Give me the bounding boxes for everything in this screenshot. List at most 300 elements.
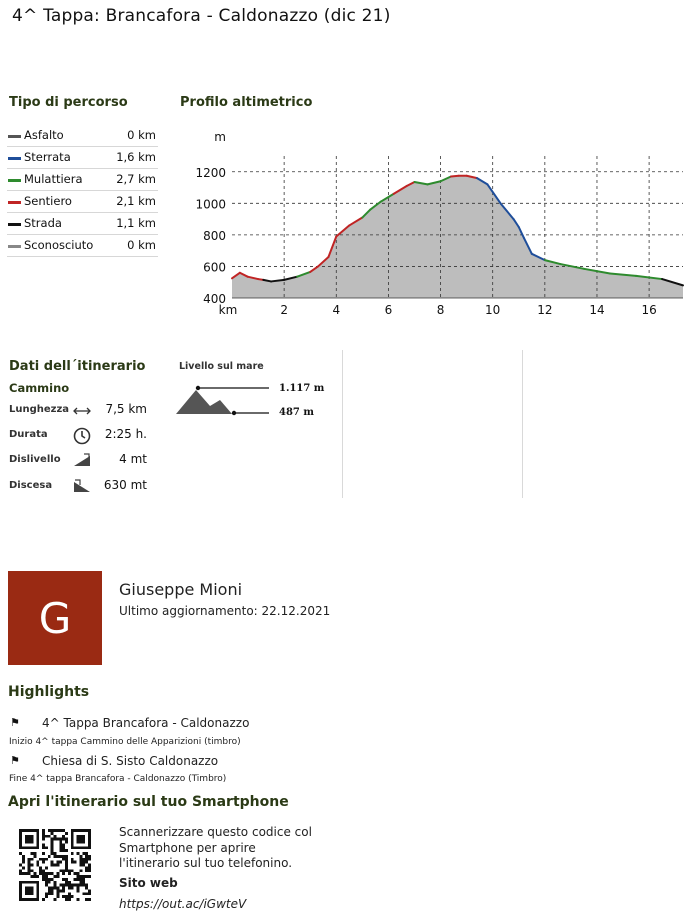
qr-module (51, 838, 54, 841)
qr-module (85, 855, 88, 858)
qr-module (62, 829, 65, 832)
qr-module (56, 875, 59, 878)
qr-module (77, 878, 80, 881)
qr-module (33, 881, 36, 884)
x-axis-unit: km (218, 303, 238, 317)
qr-module (71, 852, 74, 855)
qr-module (59, 869, 62, 872)
qr-module (36, 829, 39, 832)
qr-module (19, 898, 22, 901)
x-tick-label: 10 (485, 303, 501, 317)
qr-module (31, 835, 34, 838)
qr-module (62, 835, 65, 838)
qr-module (19, 841, 22, 844)
qr-module (68, 872, 71, 875)
qr-module (45, 892, 48, 895)
surface-label: Sconosciuto (24, 238, 94, 252)
qr-code[interactable] (19, 829, 91, 901)
qr-module (31, 846, 34, 849)
surface-label: Sentiero (24, 194, 72, 208)
qr-module (59, 838, 62, 841)
qr-module (54, 852, 57, 855)
qr-module (85, 858, 88, 861)
qr-module (19, 881, 22, 884)
x-tick-label: 2 (280, 303, 288, 317)
qr-module (48, 872, 51, 875)
smartphone-heading: Apri l'itinerario sul tuo Smartphone (8, 794, 289, 810)
qr-module (31, 889, 34, 892)
surface-value: 1,6 km (116, 150, 156, 164)
x-tick-label: 8 (436, 303, 445, 317)
qr-module (42, 869, 45, 872)
clock-icon (72, 425, 92, 445)
qr-module (82, 858, 85, 861)
qr-module (62, 843, 65, 846)
qr-module (62, 887, 65, 890)
highlight-subtitle: Fine 4^ tappa Brancafora - Caldonazzo (Timbro) (9, 774, 227, 784)
qr-module (82, 835, 85, 838)
qr-module (42, 832, 45, 835)
qr-module (48, 892, 51, 895)
qr-module (88, 843, 91, 846)
qr-module (88, 838, 91, 841)
flag-icon: ⚑ (10, 716, 20, 729)
qr-module (36, 884, 39, 887)
qr-module (39, 869, 42, 872)
qr-module (22, 898, 25, 901)
qr-module (25, 829, 28, 832)
x-tick-label: 6 (384, 303, 393, 317)
qr-module (22, 866, 25, 869)
qr-module (79, 878, 82, 881)
stat-ascent (9, 448, 159, 472)
qr-module (56, 872, 59, 875)
qr-module (22, 855, 25, 858)
descent-icon (72, 476, 92, 496)
qr-module (88, 841, 91, 844)
qr-module (82, 861, 85, 864)
qr-module (31, 864, 34, 867)
qr-module (36, 892, 39, 895)
qr-module (31, 841, 34, 844)
qr-module (68, 892, 71, 895)
qr-module (79, 835, 82, 838)
qr-module (25, 898, 28, 901)
stat-value: 7,5 km (105, 402, 147, 416)
qr-module (65, 869, 68, 872)
qr-module (56, 892, 59, 895)
qr-module (85, 892, 88, 895)
qr-module (25, 846, 28, 849)
qr-module (19, 895, 22, 898)
qr-module (71, 846, 74, 849)
qr-module (85, 898, 88, 901)
qr-module (71, 835, 74, 838)
qr-module (77, 887, 80, 890)
qr-module (59, 861, 62, 864)
qr-module (82, 864, 85, 867)
qr-module (65, 895, 68, 898)
qr-module (28, 866, 31, 869)
qr-module (88, 855, 91, 858)
qr-module (45, 875, 48, 878)
qr-module (62, 855, 65, 858)
stat-key: Dislivello (9, 454, 61, 465)
y-axis-unit: m (214, 130, 226, 144)
qr-module (19, 832, 22, 835)
qr-module (28, 838, 31, 841)
qr-module (62, 884, 65, 887)
qr-module (28, 861, 31, 864)
itinerary-heading: Dati dell´itinerario (9, 359, 146, 374)
qr-module (71, 884, 74, 887)
qr-module (59, 889, 62, 892)
qr-module (88, 869, 91, 872)
qr-module (82, 841, 85, 844)
x-tick-label: 12 (537, 303, 553, 317)
qr-module (82, 878, 85, 881)
qr-module (48, 881, 51, 884)
qr-module (36, 843, 39, 846)
qr-module (82, 875, 85, 878)
qr-module (36, 861, 39, 864)
qr-module (71, 832, 74, 835)
qr-module (25, 881, 28, 884)
qr-module (65, 881, 68, 884)
qr-module (31, 869, 34, 872)
qr-module (36, 835, 39, 838)
qr-module (28, 898, 31, 901)
qr-module (25, 887, 28, 890)
qr-module (31, 887, 34, 890)
qr-module (77, 838, 80, 841)
qr-module (59, 849, 62, 852)
qr-module (56, 895, 59, 898)
qr-module (28, 841, 31, 844)
qr-module (79, 869, 82, 872)
qr-module (48, 855, 51, 858)
qr-module (36, 864, 39, 867)
qr-module (68, 895, 71, 898)
qr-module (77, 852, 80, 855)
qr-module (77, 898, 80, 901)
qr-module (54, 887, 57, 890)
column-divider (522, 350, 523, 498)
qr-module (33, 846, 36, 849)
itinerary-subtitle: Cammino (9, 381, 70, 395)
qr-module (45, 866, 48, 869)
qr-module (71, 869, 74, 872)
highlights-heading: Highlights (8, 684, 90, 700)
qr-module (65, 832, 68, 835)
qr-module (56, 829, 59, 832)
y-tick-label: 1000 (195, 197, 226, 212)
qr-module (42, 858, 45, 861)
qr-module (59, 829, 62, 832)
surface-label: Strada (24, 216, 62, 230)
qr-module (51, 889, 54, 892)
qr-module (48, 878, 51, 881)
stat-key: Lunghezza (9, 404, 70, 415)
qr-module (68, 884, 71, 887)
surface-value: 2,1 km (116, 194, 156, 208)
stat-value: 630 mt (103, 478, 147, 492)
qr-module (54, 855, 57, 858)
qr-module (45, 835, 48, 838)
qr-module (33, 898, 36, 901)
qr-module (88, 835, 91, 838)
altitude-max: 1.117 m (279, 383, 325, 394)
profile-heading: Profilo altimetrico (180, 95, 313, 110)
avatar: G (8, 571, 102, 665)
qr-module (36, 832, 39, 835)
stat-key: Discesa (9, 480, 53, 491)
qr-module (85, 884, 88, 887)
qr-module (36, 841, 39, 844)
qr-module (19, 892, 22, 895)
qr-module (45, 878, 48, 881)
surface-label: Mulattiera (24, 172, 83, 186)
qr-module (79, 884, 82, 887)
qr-module (51, 846, 54, 849)
qr-module (42, 872, 45, 875)
qr-module (88, 892, 91, 895)
qr-module (59, 884, 62, 887)
qr-module (85, 852, 88, 855)
qr-module (54, 838, 57, 841)
qr-module (79, 875, 82, 878)
qr-module (31, 858, 34, 861)
qr-module (65, 884, 68, 887)
length-arrows-icon (72, 400, 92, 420)
qr-module (42, 843, 45, 846)
qr-module (25, 872, 28, 875)
qr-module (33, 872, 36, 875)
qr-module (88, 889, 91, 892)
qr-module (31, 829, 34, 832)
altitude-diagram-icon (174, 378, 284, 423)
qr-module (85, 861, 88, 864)
qr-module (77, 889, 80, 892)
qr-module (51, 843, 54, 846)
qr-module (79, 841, 82, 844)
qr-module (28, 881, 31, 884)
altitude-heading: Livello sul mare (179, 361, 264, 372)
qr-module (42, 878, 45, 881)
qr-module (71, 861, 74, 864)
qr-module (54, 864, 57, 867)
qr-module (82, 892, 85, 895)
qr-module (22, 861, 25, 864)
qr-module (85, 829, 88, 832)
qr-module (36, 898, 39, 901)
website-link[interactable]: https://out.ac/iGwteV (119, 897, 247, 911)
qr-module (36, 838, 39, 841)
qr-module (39, 866, 42, 869)
qr-module (65, 898, 68, 901)
qr-module (54, 835, 57, 838)
qr-module (68, 869, 71, 872)
qr-module (82, 846, 85, 849)
qr-module (51, 849, 54, 852)
qr-module (77, 841, 80, 844)
qr-module (82, 881, 85, 884)
highlight-title[interactable]: Chiesa di S. Sisto Caldonazzo (42, 754, 219, 768)
qr-module (71, 895, 74, 898)
altitude-min: 487 m (279, 407, 314, 418)
qr-module (79, 881, 82, 884)
qr-module (45, 872, 48, 875)
qr-module (62, 838, 65, 841)
x-tick-label: 14 (589, 303, 605, 317)
qr-module (36, 887, 39, 890)
qr-module (51, 832, 54, 835)
qr-module (25, 838, 28, 841)
qr-module (56, 855, 59, 858)
stat-duration (9, 423, 159, 447)
website-label: Sito web (119, 876, 178, 890)
qr-module (36, 881, 39, 884)
qr-module (74, 861, 77, 864)
qr-module (33, 855, 36, 858)
y-tick-label: 400 (203, 292, 226, 306)
qr-module (79, 846, 82, 849)
qr-module (59, 843, 62, 846)
qr-module (79, 829, 82, 832)
qr-module (45, 884, 48, 887)
stat-value: 2:25 h. (104, 427, 147, 441)
surface-label: Sterrata (24, 150, 71, 164)
qr-module (88, 875, 91, 878)
qr-module (54, 875, 57, 878)
qr-module (62, 878, 65, 881)
highlight-subtitle: Inizio 4^ tappa Cammino delle Apparizioni (timbro) (9, 737, 241, 747)
y-tick-label: 600 (203, 260, 226, 275)
highlight-title[interactable]: 4^ Tappa Brancafora - Caldonazzo (42, 716, 250, 730)
qr-module (88, 846, 91, 849)
qr-module (22, 858, 25, 861)
qr-module (25, 841, 28, 844)
qr-module (79, 858, 82, 861)
stat-length (9, 398, 159, 422)
qr-module (65, 855, 68, 858)
qr-module (28, 892, 31, 895)
qr-module (85, 846, 88, 849)
qr-module (48, 835, 51, 838)
qr-module (19, 889, 22, 892)
qr-module (28, 835, 31, 838)
qr-module (45, 846, 48, 849)
qr-module (88, 858, 91, 861)
qr-module (62, 889, 65, 892)
qr-module (45, 858, 48, 861)
qr-module (22, 881, 25, 884)
qr-module (82, 852, 85, 855)
qr-module (77, 884, 80, 887)
stat-descent (9, 474, 159, 498)
qr-module (51, 872, 54, 875)
qr-module (79, 855, 82, 858)
qr-module (74, 846, 77, 849)
qr-module (54, 881, 57, 884)
qr-module (19, 835, 22, 838)
qr-module (19, 887, 22, 890)
qr-module (51, 841, 54, 844)
qr-module (71, 887, 74, 890)
qr-module (65, 861, 68, 864)
qr-module (33, 875, 36, 878)
qr-module (88, 898, 91, 901)
qr-module (19, 884, 22, 887)
qr-module (82, 829, 85, 832)
qr-module (19, 843, 22, 846)
qr-module (79, 861, 82, 864)
page-title: 4^ Tappa: Brancafora - Caldonazzo (dic 21) (12, 6, 391, 26)
qr-module (77, 829, 80, 832)
qr-module (56, 889, 59, 892)
qr-module (51, 887, 54, 890)
qr-module (22, 829, 25, 832)
surface-value: 0 km (127, 128, 156, 142)
qr-module (56, 861, 59, 864)
qr-module (54, 884, 57, 887)
qr-module (25, 892, 28, 895)
qr-module (51, 864, 54, 867)
qr-module (42, 838, 45, 841)
qr-module (85, 887, 88, 890)
qr-module (19, 846, 22, 849)
qr-module (77, 835, 80, 838)
x-tick-label: 4 (332, 303, 341, 317)
qr-module (62, 849, 65, 852)
surface-value: 1,1 km (116, 216, 156, 230)
qr-module (19, 852, 22, 855)
qr-module (28, 829, 31, 832)
qr-module (56, 838, 59, 841)
ascent-icon (72, 450, 92, 470)
qr-module (88, 864, 91, 867)
qr-module (28, 889, 31, 892)
qr-module (65, 849, 68, 852)
qr-module (19, 838, 22, 841)
qr-module (68, 881, 71, 884)
qr-module (33, 852, 36, 855)
qr-module (71, 838, 74, 841)
qr-module (77, 875, 80, 878)
qr-module (36, 846, 39, 849)
qr-module (62, 858, 65, 861)
qr-module (62, 895, 65, 898)
qr-module (48, 887, 51, 890)
qr-module (48, 829, 51, 832)
qr-module (77, 872, 80, 875)
qr-module (51, 861, 54, 864)
qr-module (56, 887, 59, 890)
surface-value: 2,7 km (116, 172, 156, 186)
qr-module (51, 852, 54, 855)
qr-module (28, 864, 31, 867)
qr-module (51, 829, 54, 832)
qr-module (19, 869, 22, 872)
qr-module (65, 841, 68, 844)
qr-module (71, 858, 74, 861)
qr-module (85, 869, 88, 872)
flag-icon: ⚑ (10, 754, 20, 767)
qr-module (39, 872, 42, 875)
x-tick-label: 16 (641, 303, 657, 317)
qr-module (31, 881, 34, 884)
qr-module (68, 898, 71, 901)
